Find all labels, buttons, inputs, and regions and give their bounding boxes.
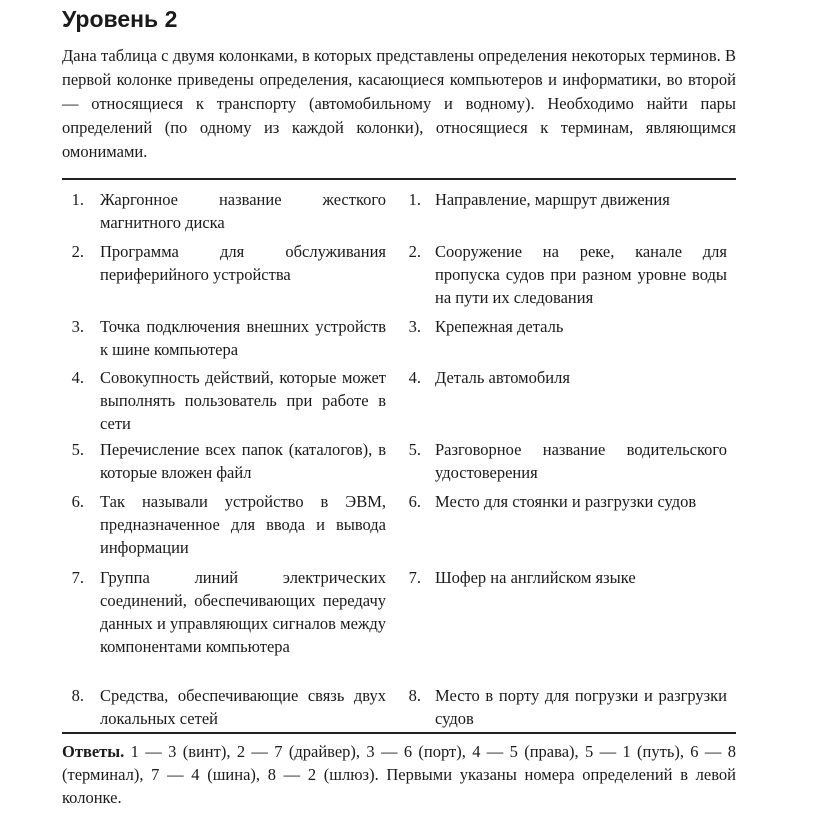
left-definition: Жаргонное название жесткого магнитного диска	[100, 190, 386, 232]
right-number: 2.	[408, 242, 421, 261]
right-number: 1.	[408, 190, 421, 209]
left-number: 3.	[71, 317, 84, 336]
left-definition: Перечисление всех папок (каталогов), в которые вложен файл	[100, 440, 386, 482]
right-definition: Шофер на английском языке	[435, 568, 636, 587]
answers	[62, 740, 736, 809]
right-definition: Деталь автомобиля	[435, 368, 570, 387]
table-bottom-rule	[62, 732, 736, 734]
left-number: 6.	[71, 492, 84, 511]
answers-text: 1 — 3 (винт), 2 — 7 (драйвер), 3 — 6 (порт), 4 — 5 (права), 5 — 1 (путь), 6 — 8 (терминал), 7 — 4 (шина), 8 — 2 (шлюз). Первыми указаны номера определений в левой колонке.	[62, 742, 737, 807]
left-definition: Совокупность действий, которые может выполнять пользователь при работе в сети	[100, 368, 386, 433]
answers-label: Ответы.	[62, 742, 125, 761]
right-number: 4.	[408, 368, 421, 387]
table-top-rule	[62, 178, 736, 180]
task-description: Дана таблица с двумя колонками, в которых представлены определения некоторых терминов. В первой колонке приведены определения, касающиеся компьютеров и информатики, во второй — относящиеся к транспорту (автомобильному и водному). Необходимо найти пары определений (по одному из каждой колонки), относящиеся к терминам, являющимся омонимами.	[62, 46, 736, 161]
right-number: 8.	[408, 686, 421, 705]
left-number: 8.	[71, 686, 84, 705]
right-definition: Крепежная деталь	[435, 317, 564, 336]
left-number: 2.	[71, 242, 84, 261]
left-definition: Программа для обслуживания периферийного устройства	[100, 242, 386, 284]
right-number: 3.	[408, 317, 421, 336]
left-number: 5.	[71, 440, 84, 459]
left-number: 4.	[71, 368, 84, 387]
left-definition: Средства, обеспечивающие связь двух локальных сетей	[100, 686, 386, 728]
left-number: 1.	[71, 190, 84, 209]
page-title: Уровень 2	[62, 6, 178, 32]
right-definition: Направление, маршрут движения	[435, 190, 670, 209]
left-number: 7.	[71, 568, 84, 587]
left-definition: Точка подключения внешних устройств к шине компьютера	[100, 317, 386, 359]
right-number: 7.	[408, 568, 421, 587]
right-number: 5.	[408, 440, 421, 459]
right-definition: Разговорное название водительского удостоверения	[435, 440, 727, 482]
right-number: 6.	[408, 492, 421, 511]
left-definition: Группа линий электрических соединений, обеспечивающих передачу данных и управляющих сигналов между компонентами компьютера	[100, 568, 386, 656]
right-definition: Сооружение на реке, канале для пропуска судов при разном уровне воды на пути их следования	[435, 242, 727, 307]
left-definition: Так называли устройство в ЭВМ, предназначенное для ввода и вывода информации	[100, 492, 386, 557]
right-definition: Место для стоянки и разгрузки судов	[435, 492, 697, 511]
right-definition: Место в порту для погрузки и разгрузки судов	[435, 686, 727, 728]
